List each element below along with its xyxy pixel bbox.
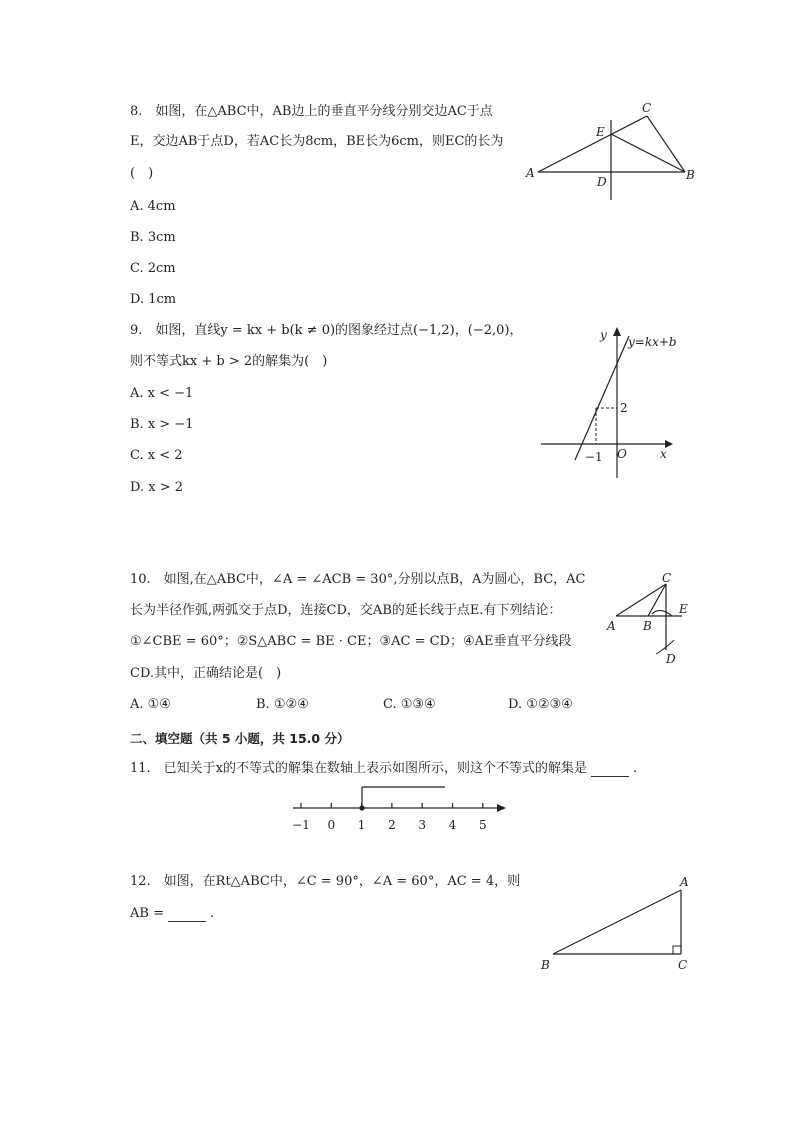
q8-label-e: E xyxy=(596,125,605,139)
q10-label-b: B xyxy=(643,619,652,633)
q10-line-4: CD.其中，正确结论是( ) xyxy=(130,666,282,681)
q12-label-a: A xyxy=(680,875,689,889)
q11-number-line xyxy=(285,780,515,840)
q10-option-c: C. ①③④ xyxy=(383,697,436,712)
q10-line-2: 长为半径作弧,两弧交于点D，连接CD，交AB的延长线于点E.有下列结论： xyxy=(130,603,562,618)
number-line-tick-label: 3 xyxy=(418,818,427,832)
q9-option-b: B. x > −1 xyxy=(130,417,194,432)
number-line-tick-label: −1 xyxy=(292,818,310,832)
q11-answer-blank[interactable] xyxy=(591,764,629,777)
q10-label-a: A xyxy=(607,619,616,633)
q8-label-c: C xyxy=(642,101,652,115)
number-line-tick-label: 4 xyxy=(448,818,457,832)
q12-line-2 xyxy=(130,906,214,922)
q9-label-origin: O xyxy=(617,447,627,461)
q9-label-line: y=kx+b xyxy=(628,335,677,349)
q11-text xyxy=(130,761,637,777)
q11-stem: 11. 已知关于x的不等式的解集在数轴上表示如图所示，则这个不等式的解集是 xyxy=(130,761,588,776)
q9-figure xyxy=(535,322,710,482)
q8-label-a: A xyxy=(526,166,535,180)
q9-option-d: D. x > 2 xyxy=(130,480,183,495)
number-line-tick-label: 1 xyxy=(357,818,366,832)
q9-label-two: 2 xyxy=(620,401,628,415)
q8-figure xyxy=(520,100,700,210)
q12-figure xyxy=(535,872,705,977)
q10-figure xyxy=(600,570,710,670)
q9-label-y: y xyxy=(600,328,607,342)
q8-line-2: E，交边AB于点D，若AC长为8cm，BE长为6cm，则EC的长为 xyxy=(130,134,504,149)
q8-line-1: 8. 如图，在△ABC中，AB边上的垂直平分线分别交边AC于点 xyxy=(130,104,493,119)
q9-line-1: 9. 如图，直线y = kx + b(k ≠ 0)的图象经过点(−1,2)，(−2,0)， xyxy=(130,323,523,338)
q11-end: . xyxy=(633,761,638,776)
q10-line-1: 10. 如图,在△ABC中，∠A = ∠ACB = 30°,分别以点B，A为圆心，BC，AC xyxy=(130,572,586,587)
q9-line-2: 则不等式kx + b > 2的解集为( ) xyxy=(130,354,328,369)
q10-option-a: A. ①④ xyxy=(130,697,171,712)
q8-option-c: C. 2cm xyxy=(130,261,176,276)
q8-label-d: D xyxy=(597,175,607,189)
q9-option-a: A. x < −1 xyxy=(130,386,194,401)
q8-option-b: B. 3cm xyxy=(130,230,176,245)
q9-label-x: x xyxy=(660,447,667,461)
section-heading-fill-in: 二、填空题（共 5 小题，共 15.0 分） xyxy=(130,731,350,746)
q12-label-b: B xyxy=(541,958,550,972)
q9-label-neg1: −1 xyxy=(585,450,603,464)
q12-line-1: 12. 如图，在Rt△ABC中，∠C = 90°，∠A = 60°，AC = 4，则 xyxy=(130,874,521,889)
number-line-tick-label: 5 xyxy=(478,818,487,832)
q9-option-c: C. x < 2 xyxy=(130,448,183,463)
q10-label-e: E xyxy=(679,602,688,616)
q10-label-d: D xyxy=(666,652,676,666)
q8-option-a: A. 4cm xyxy=(130,199,176,214)
q12-end: . xyxy=(209,906,215,921)
q12-answer-blank[interactable] xyxy=(168,909,206,922)
q10-option-b: B. ①②④ xyxy=(256,697,309,712)
q12-label-c: C xyxy=(678,958,688,972)
q10-option-d: D. ①②③④ xyxy=(508,697,573,712)
q8-line-3: ( ) xyxy=(130,166,154,181)
number-line-tick-label: 0 xyxy=(327,818,336,832)
number-line-tick-label: 2 xyxy=(388,818,396,832)
q10-line-3: ①∠CBE = 60°；②S△ABC = BE · CE；③AC = CD；④AE垂直平分线段 xyxy=(130,634,572,649)
q12-stem: AB = xyxy=(130,906,164,921)
q8-option-d: D. 1cm xyxy=(130,292,177,307)
q8-label-b: B xyxy=(686,168,695,182)
q10-label-c: C xyxy=(662,571,672,585)
